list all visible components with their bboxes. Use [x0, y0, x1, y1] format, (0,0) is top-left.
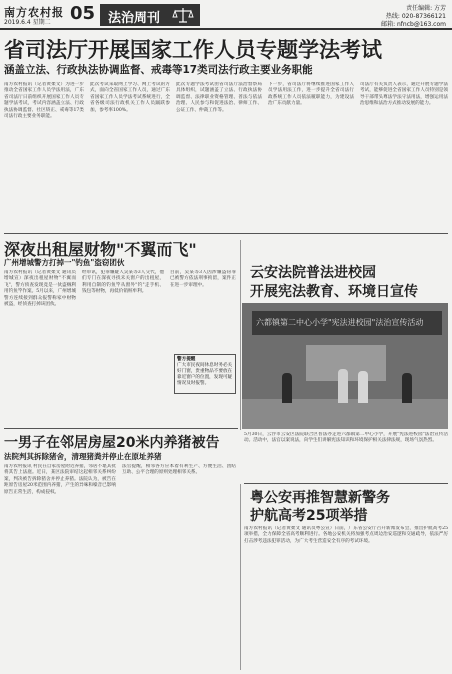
photo-person: [338, 369, 348, 403]
scales-of-justice-icon: [172, 6, 194, 24]
event-photo: [242, 303, 448, 429]
column-divider: [240, 484, 241, 670]
lead-column-2: 此次考试采取网上学习、网上考试的方式，面向全省国家工作人员，通过广东省国家工作人员学法考试系统进行，全省各级司法行政机关工作人员踊跃参加，参考率100%。: [90, 82, 170, 113]
masthead: [0, 0, 452, 30]
feature-headline-line-2: 开展宪法教育、环境日宣传: [250, 284, 418, 300]
photo-person: [282, 373, 292, 403]
lead-column-5: 司法厅有关负责人表示，通过开展专题学法考试，能够促进全省国家工作人员特别是领导干部带头尊法学法守法用法，增强运用法治思维和法治方式推动发展的能力。: [360, 82, 448, 107]
column-divider: [240, 240, 241, 430]
notice-box: [174, 354, 236, 394]
lead-column-1: 南方农村报讯（记者黄柔文）为进一步推动全省国家工作人员学法用法，广东省司法厅日前组织开展国家工作人员专题学法考试，考试内容涵盖立法、行政执法协调监督、社区矫正、戒毒等17类司法行政主要业务职能。: [4, 82, 84, 120]
page-number: 05: [70, 3, 96, 24]
lead-column-4: 下一步，省司法厅将继续推进国家工作人员学法用法工作，进一步提升全省司法行政系统工作人员依法履职能力，为建设法治广东贡献力量。: [268, 82, 354, 107]
editor-line: 责任编辑: 方芳: [406, 5, 446, 12]
article-headline: 深夜出租屋财物"不翼而飞": [4, 240, 197, 259]
article-headline: 一男子在邻居房屋20米内养猪被告: [4, 435, 220, 451]
article-column-3: 目前，吴某等3人因涉嫌盗窃罪已被警方依法刑事拘留，案件正在进一步审理中。: [170, 270, 236, 288]
notice-title: 警方提醒: [177, 357, 196, 362]
article-headline: 粤公安再推智慧新警务: [250, 490, 390, 506]
article-column-2: 经审讯，犯罪嫌疑人吴某等3人交代，他们专门在深夜寻找未关窗户的出租屋，利用自制的钓鱼竿从窗外"钓"走手机、钱包等财物，再低价销赃牟利。: [82, 270, 164, 295]
photo-person: [402, 373, 412, 403]
lead-headline: 省司法厅开展国家工作人员专题学法考试: [4, 38, 382, 62]
article-headline-line-2: 护航高考25项举措: [250, 508, 368, 524]
divider: [244, 483, 448, 484]
issue-date: 2019.6.4 星期二: [4, 19, 51, 26]
hotline: 热线: 020-87366121: [385, 13, 446, 20]
feature-text: 5月30日，云浮市云安区法院联合区普法办走进六都镇第二中心小学，开展"宪法进校园"法治宣传活动。活动中，法官以案说法，向学生们讲解宪法知识和环境保护相关法律法规，现场气氛热烈。: [244, 432, 448, 444]
paper-name: 南方农村报: [4, 6, 64, 19]
section-banner: 法治周刊: [100, 4, 200, 26]
lead-subheadline: 涵盖立法、行政执法协调监督、戒毒等17类司法行政主要业务职能: [4, 64, 313, 76]
divider: [4, 428, 238, 429]
article-column-2: 法官提醒，相邻各方应本着有利生产、方便生活、团结互助、公平合理的原则处理相邻关系。: [122, 464, 236, 476]
notice-text: 广大市民夜间休息时务必关好门窗，贵重物品不要放在靠近窗户的位置，发现可疑情况及时报警。: [177, 363, 233, 386]
article-subheadline: 法院判其拆除猪舍，清理猪粪并停止在原址养猪: [4, 452, 162, 461]
email-address: 邮箱: nfncb@163.com: [381, 21, 446, 28]
article-column-1: 南方农村报讯（记者黄柔文 通讯员增城宣）深夜出租屋财物"不翼而飞"，警方侦查发现竟是一伙盗贼利用钓鱼竿作案。5月以来，广州增城警方连续接到群众报警称家中财物被盗，经侦查打掉该团伙。: [4, 270, 76, 308]
article-subheadline: 广州增城警方打掉一"钓鱼"盗窃团伙: [4, 258, 125, 267]
feature-headline: 云安法院普法进校园: [250, 265, 376, 281]
photo-floor: [242, 399, 448, 429]
article-text: 南方农村报讯（记者黄柔文 通讯员粤公宣）日前，广东省公安厅召开新闻发布会，推出护航高考25项举措，全力保障全省高考顺利进行。各地公安机关将加强考点周边治安巡逻和交通疏导，依法严厉打击涉考违法犯罪活动，为广大考生营造安全有序的考试环境。: [244, 526, 448, 544]
photo-person: [358, 371, 368, 403]
article-column-1: 南方农村报讯 村民在自家房屋附近养猪，邻居不堪其扰将其告上法庭。近日，某区法院审结这起相邻关系纠纷案，判决被告拆除猪舍并停止养猪。法院认为，被告在距原告房屋20米范围内养猪，产生的异味和噪音已影响原告正常生活，构成侵权。: [4, 464, 116, 495]
photo-banner: 六都镇第二中心小学"宪法进校园"法治宣传活动: [252, 311, 442, 335]
divider: [4, 233, 448, 234]
lead-column-3: 此次专题学法考试由省司法厅法治督察局具体组织，试题涵盖了立法、行政执法协调监督、法律职业资格管理、普法与依法治理、人民参与和促进法治、律师工作、公证工作、仲裁工作等。: [176, 82, 262, 113]
